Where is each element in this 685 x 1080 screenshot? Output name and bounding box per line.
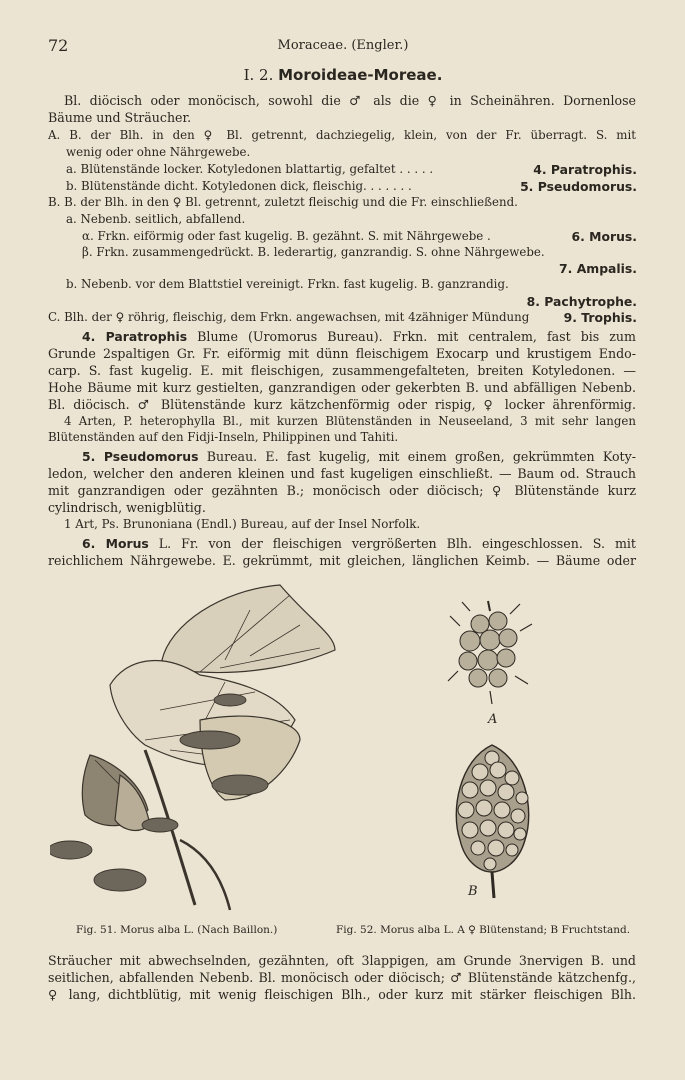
section-prefix: I. 2. xyxy=(243,66,274,84)
figure-52-caption: Fig. 52. Morus alba L. A ♀ Blütenstand; B Fruchtstand. xyxy=(336,924,631,936)
pseudomorus-note: 1 Art, Ps. Brunoniana (Endl.) Bureau, auf der Insel Norfolk. xyxy=(64,517,421,531)
leaf-top xyxy=(162,585,335,673)
key-line-c: C. Blh. der ♀ röhrig, fleischig, dem Frkn. angewachsen, mit 4zähniger Mündung xyxy=(48,310,530,324)
page-header xyxy=(48,36,638,56)
paratrophis-note: Blütenständen auf den Fidji-Inseln, Philippinen und Tahiti. xyxy=(48,430,399,444)
key-line-a: A. B. der Blh. in den ♀ Bl. getrennt, dachziegelig, klein, von der Fr. überragt. S. mit xyxy=(48,128,636,142)
key-line-beta: β. Frkn. zusammengedrückt. B. lederartig, ganzrandig. S. ohne Nährgewebe. xyxy=(82,245,545,259)
section-name: Moroideae-Moreae. xyxy=(278,66,443,84)
paratrophis-line: Bl. diöcisch. ♂ Blütenstände kurz kätzchenförmig oder rispig, ♀ locker ährenförmig. xyxy=(48,397,636,412)
paratrophis-note: 4 Arten, P. heterophylla Bl., mit kurzen Blütenständen in Neuseeland, 3 mit sehr langen xyxy=(64,414,636,428)
morus-line: ♀ lang, dichtblütig, mit wenig fleischigen Blh., oder kurz mit stärker fleischigen Blh. xyxy=(48,987,636,1002)
morus-line: reichlichem Nährgewebe. E. gekrümmt, mit gleichen, länglichen Keimb. — Bäume oder xyxy=(48,553,636,568)
pseudomorus-line: ledon, welcher den anderen kleinen und fast kugeligen einschließt. — Baum od. Strauch xyxy=(48,466,636,481)
key-line-a-a: a. Blütenstände locker. Kotyledonen blattartig, gefaltet . . . . . xyxy=(66,162,434,176)
section-title xyxy=(48,66,638,84)
figure-51-caption: Fig. 51. Morus alba L. (Nach Baillon.) xyxy=(76,924,278,936)
paratrophis-line: Hohe Bäume mit kurz gestielten, ganzrandigen oder gekerbten B. und abfälligen Nebenb. xyxy=(48,380,636,395)
figure-label-b: B xyxy=(468,884,478,899)
key-line-a-b: b. Blütenstände dicht. Kotyledonen dick, fleischig. . . . . . . xyxy=(66,179,412,193)
figure-female-inflorescence xyxy=(440,596,540,706)
genus-name: 5. Pseudomorus xyxy=(82,449,199,464)
key-result-pachytrophe: 8. Pachytrophe. xyxy=(526,294,637,309)
morus-line: seitlichen, abfallenden Nebenb. Bl. monöcisch oder diöcisch; ♂ Blütenstände kätzchenfg., xyxy=(48,970,636,985)
pseudomorus-line: cylindrisch, wenigblütig. xyxy=(48,500,206,515)
key-result-trophis: 9. Trophis. xyxy=(563,310,637,325)
intro-line: Bäume und Sträucher. xyxy=(48,110,192,125)
key-result-morus: 6. Morus. xyxy=(571,229,637,244)
page-number: 72 xyxy=(48,36,69,55)
key-line-alpha: α. Frkn. eiförmig oder fast kugelig. B. gezähnt. S. mit Nährgewebe . xyxy=(82,229,491,243)
key-line-b-b: b. Nebenb. vor dem Blattstiel vereinigt. Frkn. fast kugelig. B. ganzrandig. xyxy=(66,277,509,291)
genus-name: 4. Paratrophis xyxy=(82,329,188,344)
intro-line: Bl. diöcisch oder monöcisch, sowohl die ♂ als die ♀ in Scheinähren. Dornenlose xyxy=(64,93,636,108)
paratrophis-line: carp. S. fast kugelig. E. mit fleischigen, zusammengefalteten, breiten Kotyledonen. — xyxy=(48,363,636,378)
key-result-ampalis: 7. Ampalis. xyxy=(559,261,637,276)
figure-label-a: A xyxy=(488,712,498,727)
pseudomorus-line: 5. Pseudomorus Bureau. E. fast kugelig, mit einem großen, gekrümmten Koty- xyxy=(82,449,636,464)
key-line-b-a: a. Nebenb. seitlich, abfallend. xyxy=(66,212,246,226)
key-line-b: B. B. der Blh. in den ♀ Bl. getrennt, zuletzt fleischig und die Fr. einschließend. xyxy=(48,195,518,209)
key-result-pseudomorus: 5. Pseudomorus. xyxy=(520,179,637,194)
morus-line: 6. Morus L. Fr. von der fleischigen vergrößerten Blh. eingeschlossen. S. mit xyxy=(82,536,636,551)
figure-mulberry-fruit xyxy=(440,740,545,900)
genus-name: 6. Morus xyxy=(82,536,149,551)
morus-line: Sträucher mit abwechselnden, gezähnten, oft 3lappigen, am Grunde 3nervigen B. und xyxy=(48,953,636,968)
key-result-paratrophis: 4. Paratrophis. xyxy=(533,162,637,177)
running-head: Moraceae. (Engler.) xyxy=(277,38,409,53)
key-line-a: wenig oder ohne Nährgewebe. xyxy=(66,145,251,159)
paratrophis-line: 4. Paratrophis Blume (Uromorus Bureau). Frkn. mit centralem, fast bis zum xyxy=(82,329,636,344)
paratrophis-line: Grunde 2spaltigen Gr. Fr. eiförmig mit dünn fleischigem Exocarp und krustigem Endo- xyxy=(48,346,636,361)
pseudomorus-line: mit ganzrandigen oder gezähnten B.; monöcisch oder diöcisch; ♀ Blütenstände kurz xyxy=(48,483,636,498)
figure-morus-branch xyxy=(50,580,350,915)
